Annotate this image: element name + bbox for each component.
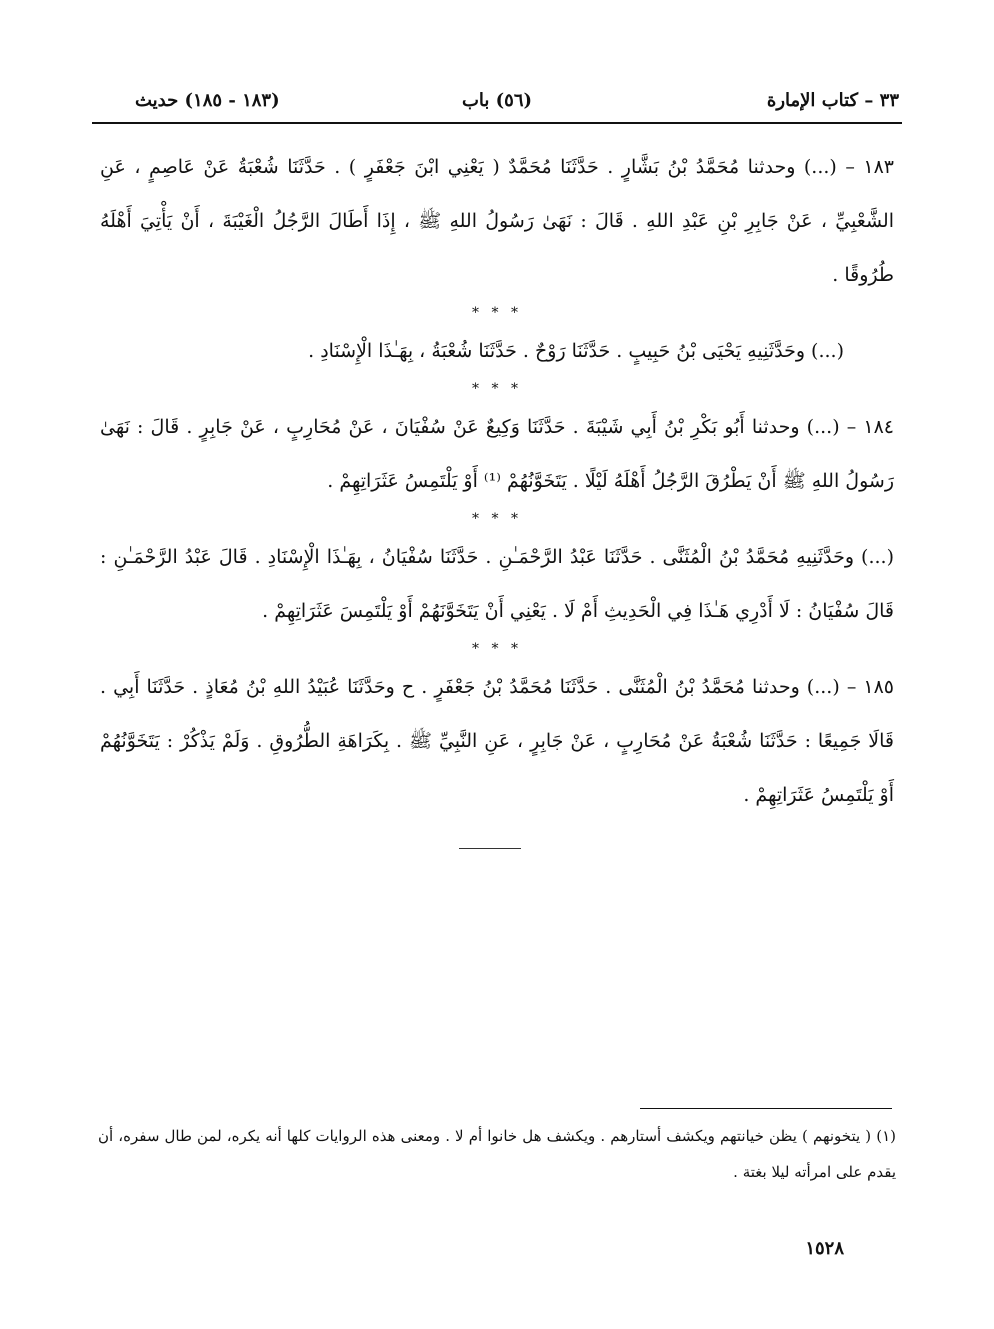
separator-3: * * * <box>472 511 522 527</box>
separator-4: * * * <box>472 641 522 657</box>
main-text <box>100 140 894 822</box>
hadith-185: ١٨٥ – (...) وحدثنا مُحَمَّدُ بْنُ الْمُثَنَّى . حَدَّثَنَا مُحَمَّدُ بْنُ جَعْفَرٍ . ح وحَدَّثَنَا عُبَيْدُ اللهِ بْنُ مُعَاذٍ . حَدَّثَنَا أَبِي . قَالَا جَمِيعًا : حَدَّثَنَا شُعْبَةُ عَنْ مُحَارِبٍ ، عَنْ جَابِرٍ ، عَنِ النَّبِيِّ ﷺ . بِكَرَاهَةِ الطُّرُوقِ . وَلَمْ يَذْكُرْ : يَتَخَوَّنُهُمْ أَوْ يَلْتَمِسُ عَثَرَاتِهِمْ . <box>100 676 894 806</box>
header-divider <box>92 122 902 124</box>
page-number: ١٥٢٨ <box>805 1238 844 1259</box>
header-chapter: ٣٣ – كتاب الإمارة <box>766 90 899 111</box>
hadith-184: ١٨٤ – (...) وحدثنا أَبُو بَكْرِ بْنُ أَبِي شَيْبَةَ . حَدَّثَنَا وَكِيعٌ عَنْ سُفْيَانَ ، عَنْ مُحَارِبٍ ، عَنْ جَابِرٍ . قَالَ : نَهَىٰ رَسُولُ اللهِ ﷺ أَنْ يَطْرُقَ الرَّجُلُ أَهْلَهُ لَيْلًا . يَتَخَوَّنُهُمْ ⁽¹⁾ أَوْ يَلْتَمِسُ عَثَرَاتِهِمْ . <box>100 416 894 492</box>
header-hadith-range: (١٨٣ - ١٨٥) حديث <box>135 90 280 111</box>
footnote-divider <box>640 1108 892 1109</box>
hadith-183: ١٨٣ – (...) وحدثنا مُحَمَّدُ بْنُ بَشَّارٍ . حَدَّثَنَا مُحَمَّدٌ ( يَعْنِي ابْنَ جَعْفَرٍ ) . حَدَّثَنَا شُعْبَةُ عَنْ عَاصِمٍ ، عَنِ الشَّعْبِيِّ ، عَنْ جَابِرِ بْنِ عَبْدِ اللهِ . قَالَ : نَهَىٰ رَسُولُ اللهِ ﷺ ، إِذَا أَطَالَ الرَّجُلُ الْغَيْبَةَ ، أَنْ يَأْتِيَ أَهْلَهُ طُرُوقًا . <box>100 156 894 286</box>
hadith-183-variant: (...) وحَدَّثَنِيهِ يَحْيَى بْنُ حَبِيبٍ . حَدَّثَنَا رَوْحٌ . حَدَّثَنَا شُعْبَةُ ، بِهَـٰذَا الْإِسْنَادِ . <box>308 340 844 362</box>
separator-1: * * * <box>472 305 522 321</box>
separator-2: * * * <box>472 381 522 397</box>
hadith-184-variant: (...) وحَدَّثَنِيهِ مُحَمَّدُ بْنُ الْمُثَنَّى . حَدَّثَنَا عَبْدُ الرَّحْمَـٰنِ . حَدَّثَنَا سُفْيَانُ ، بِهَـٰذَا الْإِسْنَادِ . قَالَ عَبْدُ الرَّحْمَـٰنِ : قَالَ سُفْيَانُ : لَا أَدْرِي هَـٰذَا فِي الْحَدِيثِ أَمْ لَا . يَعْنِي أَنْ يَتَخَوَّنَهُمْ أَوْ يَلْتَمِسَ عَثَرَاتِهِمْ . <box>100 546 894 622</box>
header-section: (٥٦) باب <box>461 90 533 111</box>
end-of-text-divider <box>459 848 521 849</box>
footnote: (١) ( يتخونهم ) يظن خيانتهم ويكشف أستارهم . ويكشف هل خانوا أم لا . ومعنى هذه الروايات كلها أنه يكره، لمن طال سفره، أن يقدم على امرأته ليلا بغتة . <box>98 1127 896 1181</box>
running-header <box>95 86 899 120</box>
